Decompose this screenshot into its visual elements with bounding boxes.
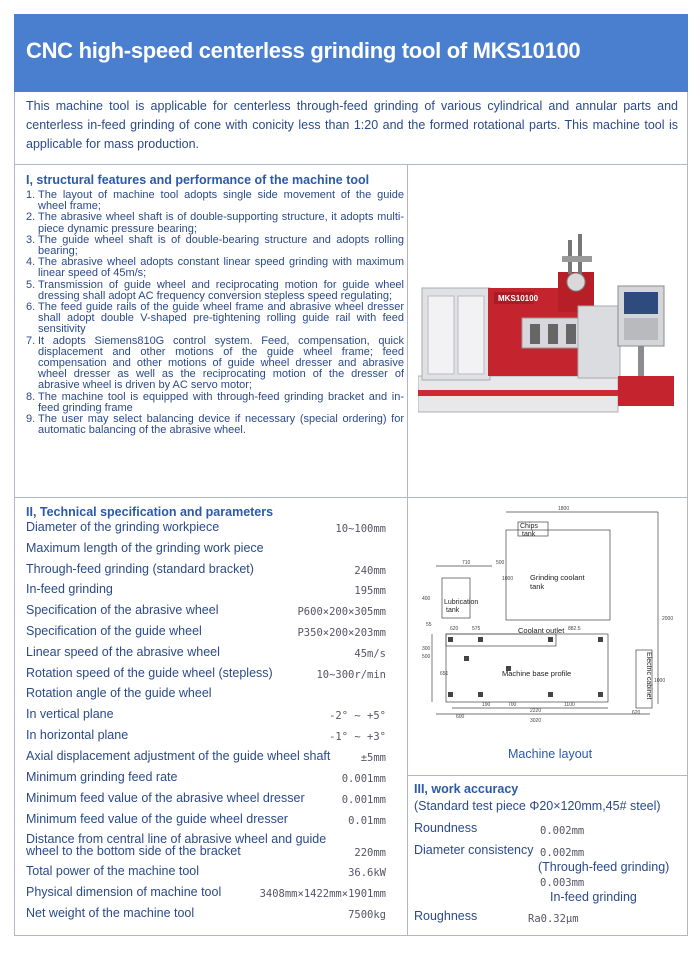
spec-value: P350×200×203mm: [297, 627, 386, 639]
screen: [624, 292, 658, 314]
dim-label: 2220: [530, 708, 542, 714]
dim-label: 1000: [654, 678, 666, 684]
spec-row: [26, 812, 386, 832]
spec-row: [26, 906, 386, 926]
spec-row: [26, 707, 386, 727]
feature-item: [26, 414, 404, 436]
label-machine-base: Machine base profile: [502, 669, 572, 678]
label-chips-tank: tank: [522, 531, 536, 538]
bracket: [562, 256, 592, 262]
dim-label: 3020: [530, 718, 542, 724]
spec-value: 0.01mm: [348, 815, 386, 827]
label-coolant-outlet: Coolant outlet: [518, 626, 565, 635]
diameter-label: Diameter consistency: [414, 843, 534, 857]
spec-row: [26, 624, 386, 644]
spec-label: Distance from central line of abrasive wheel and guide: [26, 832, 327, 846]
features-heading: I, structural features and performance of the machine tool: [26, 173, 370, 187]
dim-label: 1000: [502, 576, 514, 582]
dim-label: 575: [472, 626, 481, 632]
feature-number: 2.: [26, 211, 36, 224]
through-feed-note: (Through-feed grinding): [538, 860, 670, 874]
column-divider: [407, 164, 408, 936]
dim-label: 300: [422, 646, 431, 652]
dim-label: 55: [426, 622, 432, 628]
dim-label: 620: [632, 710, 641, 716]
dim-label: 1100: [564, 702, 575, 708]
page-title: CNC high-speed centerless grinding tool of MKS10100: [26, 38, 581, 63]
dim-label: 2000: [662, 616, 674, 622]
nameplate-text: MKS10100: [498, 294, 539, 303]
machine-base: [446, 634, 608, 702]
roundness-value: 0.002mm: [540, 825, 585, 837]
feature-text: The abrasive wheel shaft is of double-supporting structure, it adopts multi-piece dynamic pressure bearing;: [38, 211, 404, 235]
spec-row: [26, 562, 386, 582]
feature-item: [26, 336, 404, 392]
spec-label: Minimum grinding feed rate: [26, 770, 178, 784]
feature-item: [26, 392, 404, 414]
feature-item: [26, 212, 404, 234]
feature-number: 5.: [26, 278, 36, 291]
spec-label: Total power of the machine tool: [26, 864, 200, 878]
divider: [14, 497, 688, 498]
feature-item: [26, 235, 404, 257]
roughness-value: Ra0.32μm: [528, 913, 579, 925]
spec-row: [26, 603, 386, 623]
accuracy-heading: III, work accuracy: [414, 782, 519, 796]
in-feed-note: In-feed grinding: [550, 890, 637, 904]
dim-label: 710: [462, 560, 471, 566]
dim-label: 1800: [558, 506, 570, 512]
spec-row: [26, 885, 386, 905]
roundness-label: Roundness: [414, 821, 478, 835]
right-body: [578, 306, 620, 378]
spec-row: [26, 749, 386, 769]
machine-layout-diagram: [418, 500, 680, 725]
guard-panel: [458, 296, 484, 374]
spec-label: In-feed grinding: [26, 582, 113, 596]
feature-item: [26, 280, 404, 302]
spec-value: 10~300r/min: [316, 669, 386, 681]
dim-label: 620: [450, 626, 459, 632]
title-bar: [14, 14, 688, 92]
spec-value: 0.001mm: [341, 794, 386, 806]
clamp: [530, 324, 540, 344]
base-stripe: [418, 390, 618, 396]
dim-label: 190: [482, 702, 491, 708]
coolant-outlet: [446, 634, 556, 646]
spec-row: [26, 520, 386, 540]
spec-label: In vertical plane: [26, 707, 114, 721]
feature-number: 1.: [26, 189, 36, 201]
label-chips: Chips: [520, 523, 538, 530]
spec-value: ±5mm: [360, 752, 386, 764]
spec-value: 0.001mm: [341, 773, 386, 785]
clamp: [566, 324, 576, 344]
spec-label: Net weight of the machine tool: [26, 906, 195, 920]
standard-test-piece: (Standard test piece Φ20×120mm,45# steel): [414, 799, 661, 813]
label-electric-cabinet: Electric cabinet: [645, 652, 652, 700]
spindle: [578, 234, 582, 274]
spec-label: Rotation angle of the guide wheel: [26, 686, 212, 700]
spec-label: Linear speed of the abrasive wheel: [26, 645, 220, 659]
divider: [14, 164, 688, 165]
label-grinding-coolant: Grinding coolant: [530, 573, 585, 582]
feature-number: 3.: [26, 233, 36, 246]
spec-row: [26, 864, 386, 884]
spec-row: [26, 791, 386, 811]
spec-label: Diameter of the grinding workpiece: [26, 520, 220, 534]
spec-value: 10~100mm: [335, 523, 386, 535]
feature-text: The guide wheel shaft is of double-bearing structure and adopts rolling bearing;: [38, 233, 404, 258]
feature-text: Transmission of guide wheel and reciprocating motion for guide wheel dressing shall adopt AC frequency conversion stepless speed regulating;: [38, 278, 404, 302]
feature-text: The user may select balancing device if necessary (special ordering) for automatic balancing of the abrasive wheel.: [38, 413, 404, 437]
feature-item: [26, 302, 404, 336]
roughness-label: Roughness: [414, 909, 478, 923]
dim-label: 882.5: [568, 626, 581, 632]
dim-label: 700: [508, 702, 517, 708]
spec-row: [26, 541, 386, 561]
feature-text: The layout of machine tool adopts single side movement of the guide wheel frame;: [38, 189, 404, 213]
spec-value: 3408mm×1422mm×1901mm: [259, 888, 386, 900]
divider: [407, 775, 688, 776]
spec-row: [26, 645, 386, 665]
spec-row: [26, 666, 386, 686]
dim-label: 500: [496, 560, 505, 566]
feature-number: 4.: [26, 256, 36, 269]
spec-label: Specification of the abrasive wheel: [26, 603, 219, 617]
spec-label: Physical dimension of machine tool: [26, 885, 222, 899]
features-list: [26, 190, 404, 436]
spec-label: Minimum feed value of the abrasive wheel dresser: [26, 791, 305, 805]
clamp: [548, 324, 558, 344]
panel-arm: [638, 346, 644, 380]
label-coolant-tank: tank: [530, 582, 545, 591]
wheel-cover: [567, 273, 585, 291]
spec-label-line2: wheel to the bottom side of the bracket: [26, 844, 241, 858]
dim-label: 500: [422, 654, 431, 660]
feature-number: 6.: [26, 301, 36, 314]
spec-value: 195mm: [354, 585, 386, 597]
guard-panel: [428, 296, 454, 374]
machine-photo: [418, 226, 678, 420]
keypad: [624, 318, 658, 340]
feature-number: 7.: [26, 334, 36, 347]
dim-label: 651: [440, 671, 449, 677]
feature-text: The machine tool is equipped with through-feed grinding bracket and in-feed grinding frame: [38, 390, 404, 414]
spec-label: Axial displacement adjustment of the guide wheel shaft: [26, 749, 331, 763]
spec-row: [26, 728, 386, 748]
spec-label: Rotation speed of the guide wheel (stepless): [26, 666, 273, 680]
spec-value: -1° ~ +3°: [329, 731, 386, 743]
feature-text: It adopts Siemens810G control system. Feed, compensation, quick displacement and other motions of the guide wheel frame; feed compensation and other motions of guide wheel dresser and abrasive wheel dresser as well as the reciprocating motion of the dresser of abrasive wheel is driven by AC servo motor;: [38, 334, 404, 392]
spec-value: -2° ~ +5°: [329, 710, 386, 722]
diameter-value-infeed: 0.003mm: [540, 877, 585, 889]
spec-label: Maximum length of the grinding work piece: [26, 541, 264, 555]
spec-row: [26, 832, 386, 859]
spec-row: [26, 686, 386, 706]
spec-value: 45m/s: [354, 648, 386, 660]
specs-heading: II, Technical specification and parameters: [26, 505, 274, 519]
spec-value: 36.6kW: [348, 867, 386, 879]
spec-value: 220mm: [354, 847, 386, 859]
diameter-value-through: 0.002mm: [540, 847, 585, 859]
spec-row: [26, 582, 386, 602]
layout-caption: Machine layout: [508, 747, 593, 761]
feature-number: 8.: [26, 390, 36, 403]
feature-text: The abrasive wheel adopts constant linear speed grinding with maximum linear speed of 45m/s;: [38, 256, 404, 280]
label-lub-tank: tank: [446, 607, 460, 614]
spec-label: Specification of the guide wheel: [26, 624, 202, 638]
feature-item: [26, 257, 404, 279]
feature-number: 9.: [26, 413, 36, 426]
intro-paragraph: This machine tool is applicable for centerless through-feed grinding of various cylindrical and annular parts and centerless in-feed grinding of cone with conicity less than 1:20 and the formed rotational parts. This machine tool is applicable for mass production.: [26, 99, 678, 151]
spec-value: 7500kg: [348, 909, 386, 921]
spec-row: [26, 770, 386, 790]
label-lubrication: Lubrication: [444, 599, 479, 606]
spec-label: Through-feed grinding (standard bracket): [26, 562, 254, 576]
end-cover: [618, 376, 674, 406]
dim-label: 400: [422, 596, 431, 602]
spec-value: P600×200×305mm: [297, 606, 386, 618]
dim-label: 600: [456, 714, 465, 720]
feature-item: [26, 190, 404, 212]
spec-label: In horizontal plane: [26, 728, 129, 742]
spec-value: 240mm: [354, 565, 386, 577]
feature-text: The feed guide rails of the guide wheel frame and abrasive wheel dresser shall adopt double V-shaped pre-tightening rolling guide rail with feed sensitivity: [38, 301, 404, 336]
spec-label: Minimum feed value of the guide wheel dresser: [26, 812, 288, 826]
